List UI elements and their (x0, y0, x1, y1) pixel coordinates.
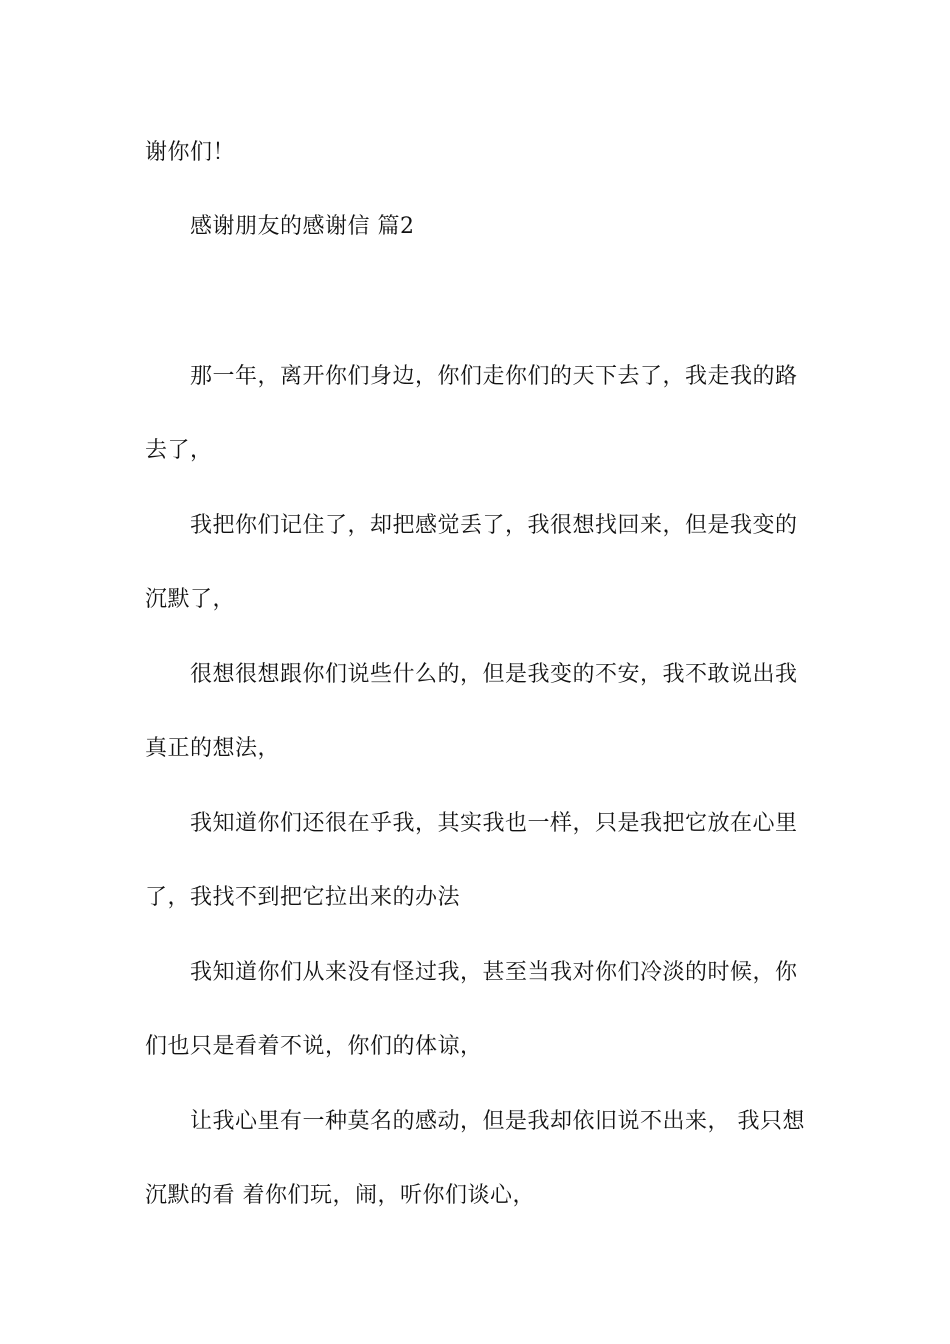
paragraph-line: 们也只是看着不说，你们的体谅， (145, 1034, 483, 1059)
text-line-closing: 谢你们！ (145, 140, 236, 165)
paragraph-line: 了，我找不到把它拉出来的办法 (145, 885, 461, 910)
paragraph-line: 真正的想法， (145, 736, 281, 761)
paragraph-line: 我把你们记住了，却把感觉丢了，我很想找回来，但是我变的 (190, 513, 798, 538)
paragraph-line: 我知道你们从来没有怪过我，甚至当我对你们冷淡的时候，你 (190, 960, 798, 985)
paragraph-line: 让我心里有一种莫名的感动，但是我却依旧说不出来， 我只想 (190, 1109, 805, 1134)
paragraph-line: 很想很想跟你们说些什么的，但是我变的不安，我不敢说出我 (190, 662, 798, 687)
paragraph-line: 沉默了， (145, 587, 236, 612)
paragraph-line: 去了， (145, 438, 213, 463)
paragraph-line: 那一年，离开你们身边，你们走你们的天下去了，我走我的路 (190, 364, 798, 389)
section-heading: 感谢朋友的感谢信 篇2 (190, 214, 415, 239)
paragraph-line: 沉默的看 着你们玩，闹，听你们谈心， (145, 1183, 535, 1208)
paragraph-line: 我知道你们还很在乎我，其实我也一样，只是我把它放在心里 (190, 811, 798, 836)
